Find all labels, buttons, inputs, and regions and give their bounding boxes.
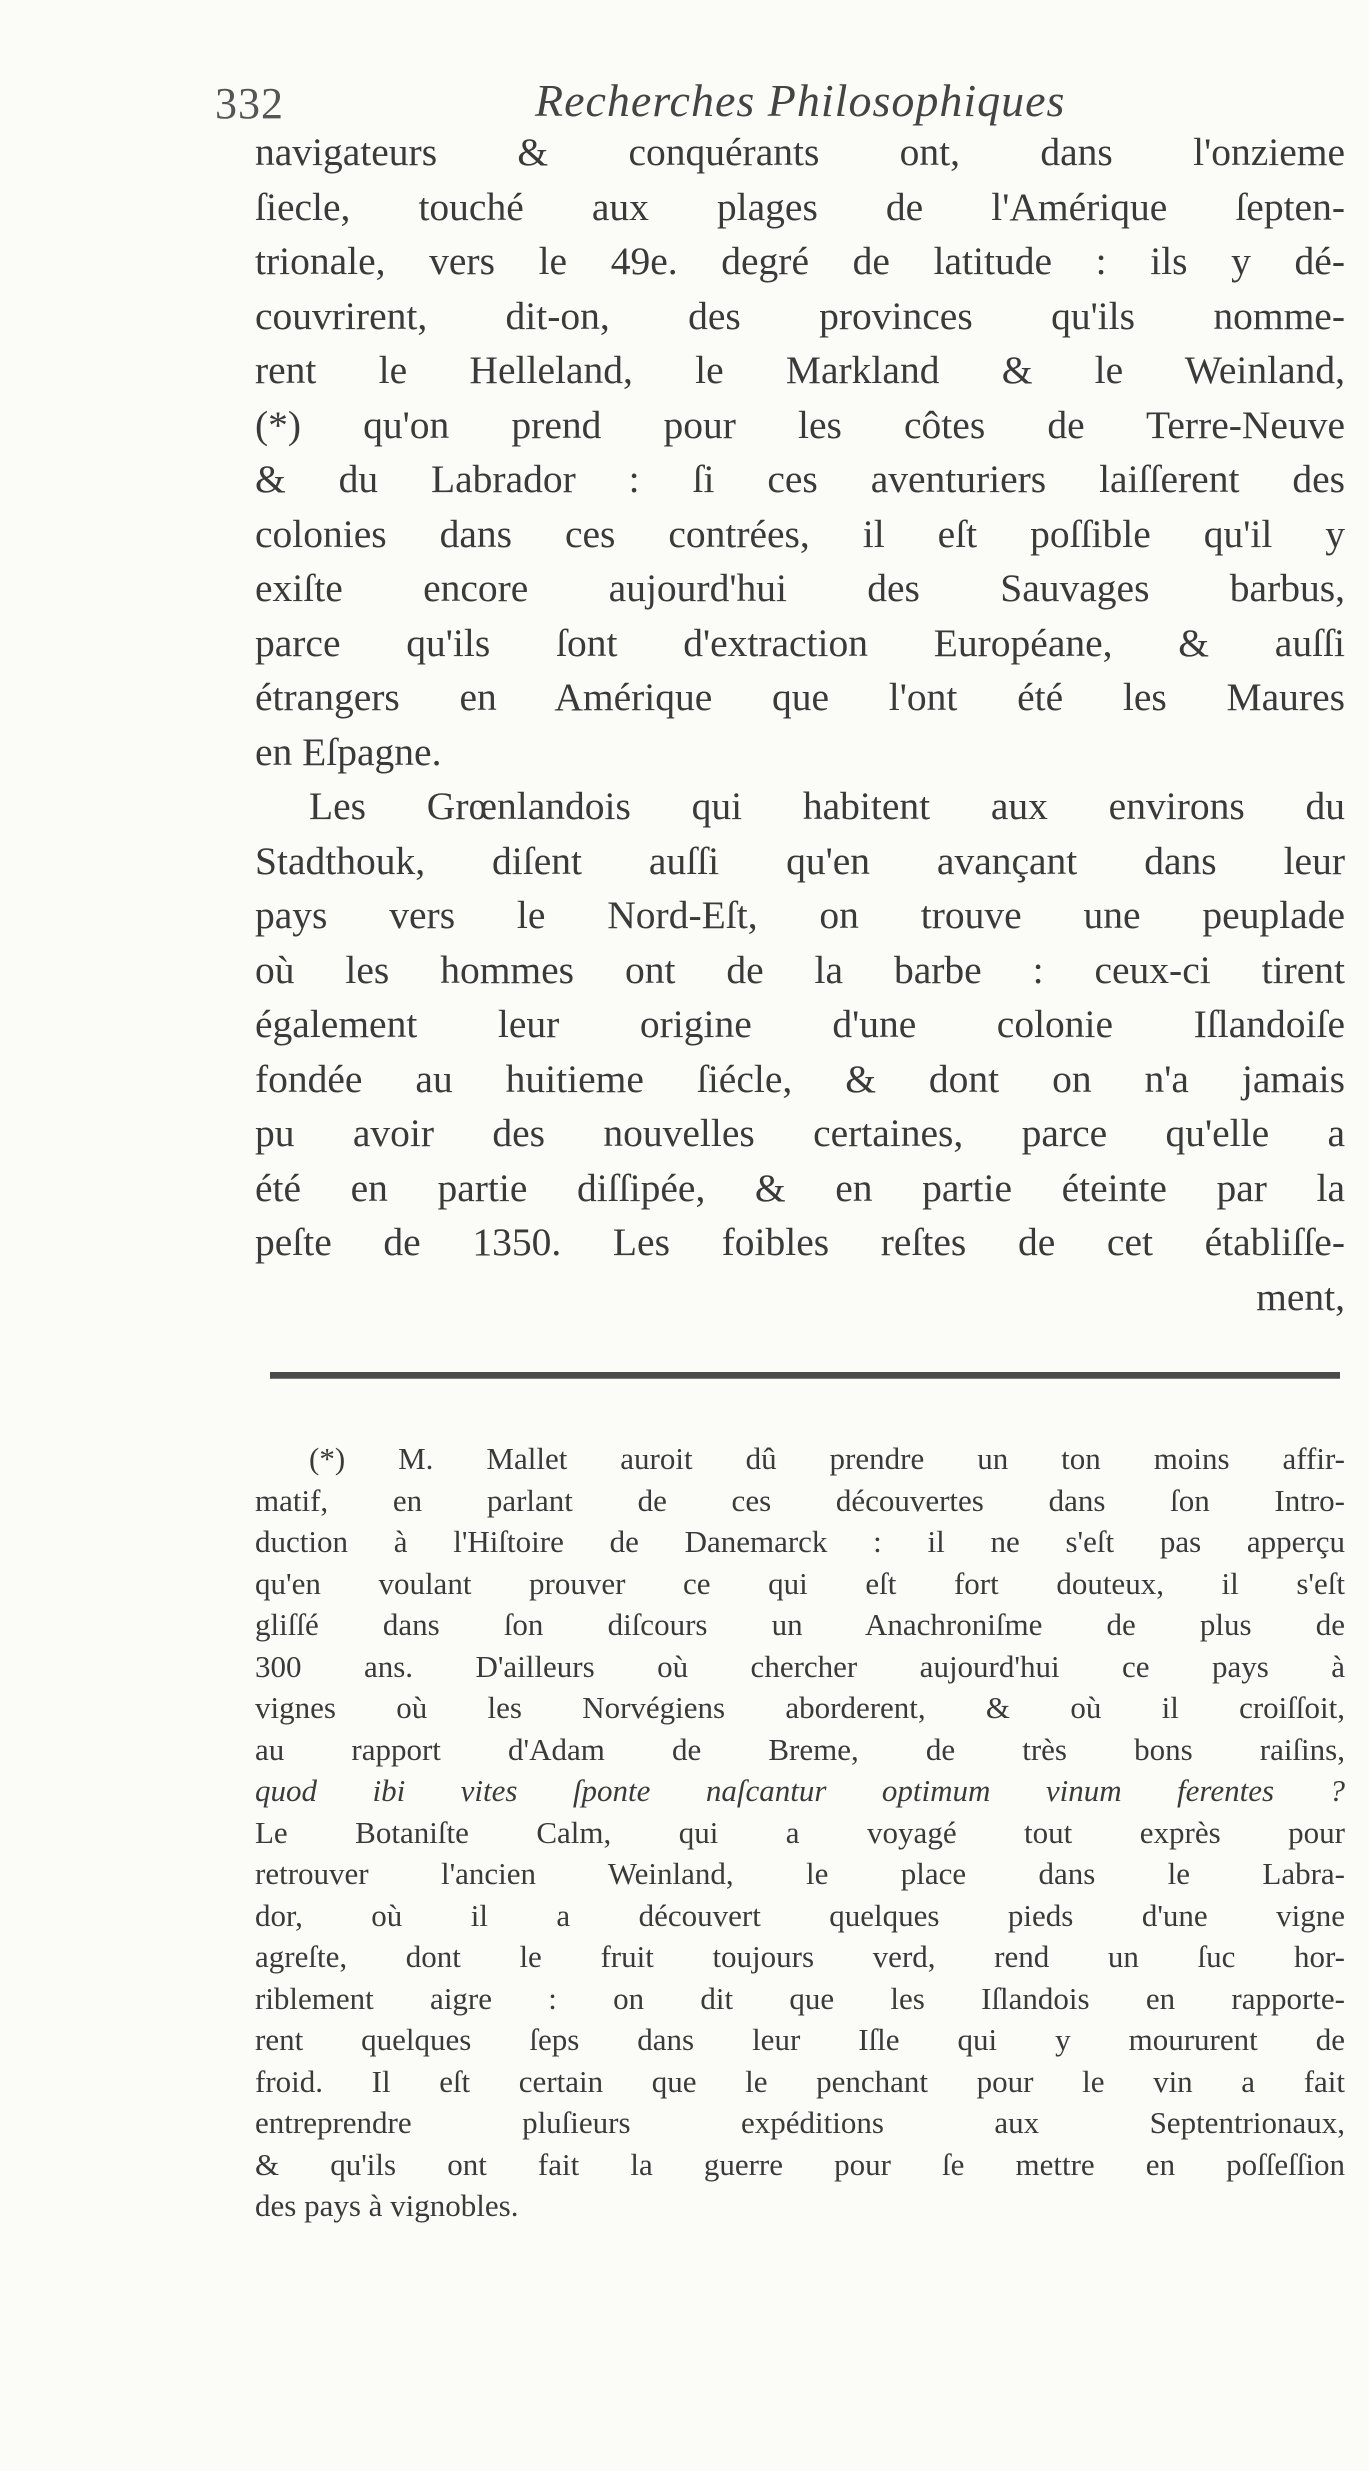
running-title: Recherches Philosophiques [535, 75, 1066, 126]
text-line: peſte de 1350. Les foibles reſtes de cet établiſſe- [255, 1220, 1345, 1264]
footnote-line: retrouver l'ancien Weinland, le place dans le Labra- [255, 1856, 1345, 1891]
footnote-line: froid. Il eſt certain que le penchant pour le vin a fait [255, 2063, 1345, 2099]
text-line: couvrirent, dit-on, des provinces qu'ils nomme- [255, 293, 1345, 338]
footnote-line: vignes où les Norvégiens aborderent, & où il croiſſoit, [255, 1690, 1345, 1725]
text-line: pu avoir des nouvelles certaines, parce qu'elle a [255, 1111, 1345, 1155]
footnote-line: 300 ans. D'ailleurs où chercher aujourd'hui ce pays à [255, 1648, 1345, 1684]
footnote-separator [270, 1372, 1340, 1379]
footnote-line: agreſte, dont le fruit toujours verd, rend un ſuc hor- [255, 1939, 1345, 1974]
text-line: & du Labrador : ſi ces aventuriers laiſſerent des [255, 457, 1345, 501]
text-line: fondée au huitieme ſiécle, & dont on n'a jamais [255, 1056, 1345, 1101]
footnote-line: des pays à vignobles. [255, 2188, 519, 2223]
text-line: également leur origine d'une colonie Iſlandoiſe [255, 1002, 1345, 1046]
footnote-line: Le Botaniſte Calm, qui a voyagé tout exprès pour [255, 1814, 1345, 1850]
text-line: exiſte encore aujourd'hui des Sauvages barbus, [255, 566, 1345, 610]
footnote-line: dor, où il a découvert quelques pieds d'une vigne [255, 1897, 1345, 1933]
text-line: étrangers en Amérique que l'ont été les Maures [255, 675, 1345, 719]
text-line: ſiecle, touché aux plages de l'Amérique ſepten- [255, 184, 1345, 229]
footnote-line: riblement aigre : on dit que les Iſlandois en rapporte- [255, 1980, 1345, 2016]
text-line: en Eſpagne. [255, 729, 442, 774]
footnote-line: au rapport d'Adam de Breme, de très bons raiſins, [255, 1731, 1345, 1767]
footnote-line: matif, en parlant de ces découvertes dans ſon Intro- [255, 1482, 1345, 1518]
footnote-line: quod ibi vites ſponte naſcantur optimum vinum ferentes ? [255, 1773, 1345, 1808]
text-line: colonies dans ces contrées, il eſt poſſible qu'il y [255, 511, 1345, 556]
main-text [255, 125, 1345, 1324]
footnote-line: & qu'ils ont fait la guerre pour ſe mettre en poſſeſſion [255, 2146, 1345, 2182]
text-line: trionale, vers le 49e. degré de latitude : ils y dé- [255, 239, 1345, 283]
text-line: pays vers le Nord-Eſt, on trouve une peuplade [255, 893, 1345, 937]
page-number: 332 [215, 79, 284, 128]
text-line: parce qu'ils ſont d'extraction Européane, & auſſi [255, 620, 1345, 665]
footnote-line: (*) M. Mallet auroit dû prendre un ton moins affir- [309, 1441, 1345, 1476]
footnote-line: qu'en voulant prouver ce qui eſt fort douteux, il s'eſt [255, 1565, 1345, 1601]
footnote-line: entreprendre pluſieurs expéditions aux Septentrionaux, [255, 2105, 1345, 2140]
footnote-line: gliſſé dans ſon diſcours un Anachroniſme de plus de [255, 1607, 1345, 1642]
text-line: navigateurs & conquérants ont, dans l'onzieme [255, 130, 1345, 174]
footnote-line: duction à l'Hiſtoire de Danemarck : il ne s'eſt pas apperçu [255, 1524, 1345, 1559]
text-line: été en partie diſſipée, & en partie éteinte par la [255, 1165, 1345, 1210]
footnote-line: rent quelques ſeps dans leur Iſle qui y moururent de [255, 2022, 1345, 2057]
text-line: où les hommes ont de la barbe : ceux-ci tirent [255, 947, 1345, 992]
text-line: Les Grœnlandois qui habitent aux environs du [309, 784, 1345, 828]
text-line: Stadthouk, diſent auſſi qu'en avançant dans leur [255, 838, 1345, 883]
catchword: ment, [1256, 1274, 1345, 1319]
text-line: rent le Helleland, le Markland & le Weinland, [255, 348, 1345, 392]
footnote [255, 1438, 1345, 2227]
text-line: (*) qu'on prend pour les côtes de Terre-Neuve [255, 402, 1345, 447]
